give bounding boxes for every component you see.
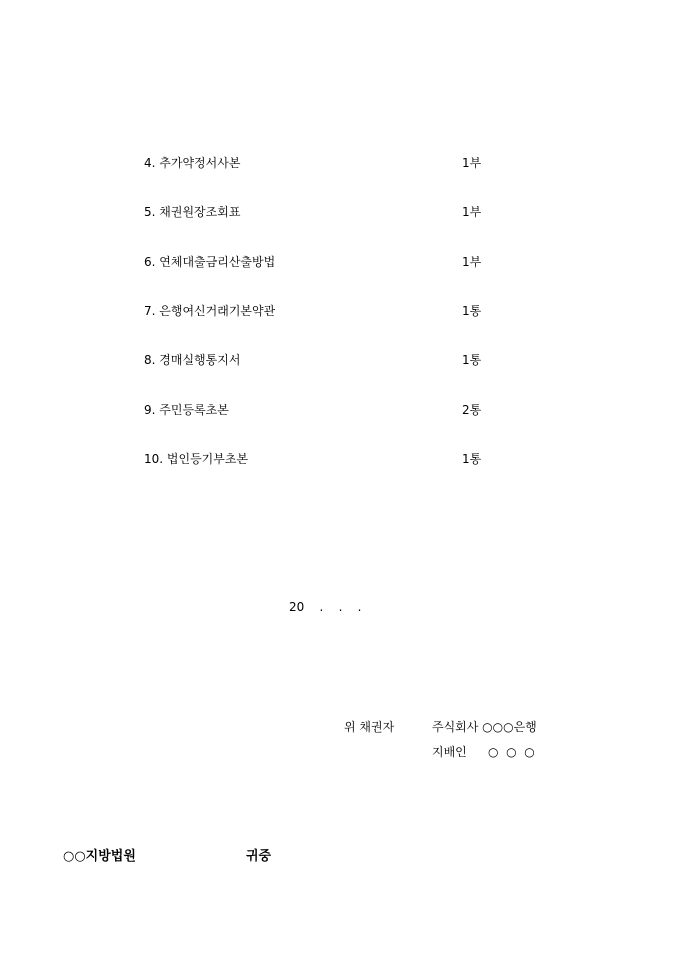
document-date: 20 . . . [289, 600, 362, 614]
attachment-quantity: 1부 [462, 205, 482, 219]
creditor-company: 주식회사 ○○○은행 [432, 720, 537, 734]
attachment-label: 6. 연체대출금리산출방법 [144, 255, 276, 269]
attachment-item [144, 153, 544, 173]
attachment-item [144, 301, 544, 321]
attachment-item [144, 252, 544, 272]
attachment-quantity: 2통 [462, 403, 482, 417]
manager-label: 지배인 [432, 745, 467, 759]
attachment-quantity: 1부 [462, 156, 482, 170]
attachment-quantity: 1통 [462, 304, 482, 318]
attachment-item [144, 202, 544, 222]
attachment-item [144, 449, 544, 469]
attachment-label: 9. 주민등록초본 [144, 403, 229, 417]
attachment-quantity: 1부 [462, 255, 482, 269]
attachment-label: 5. 채권원장조회표 [144, 205, 241, 219]
attachment-label: 4. 추가약정서사본 [144, 156, 241, 170]
court-name: ○○지방법원 [63, 849, 136, 864]
attachment-item [144, 400, 544, 420]
attachment-quantity: 1통 [462, 452, 482, 466]
court-suffix: 귀중 [246, 849, 272, 864]
attachment-quantity: 1통 [462, 353, 482, 367]
attachment-item [144, 350, 544, 370]
attachment-label: 7. 은행여신거래기본약관 [144, 304, 276, 318]
attachment-label: 10. 법인등기부초본 [144, 452, 249, 466]
manager-name: ○ ○ ○ [488, 745, 535, 759]
creditor-title: 위 채권자 [344, 720, 395, 734]
attachment-label: 8. 경매실행통지서 [144, 353, 241, 367]
